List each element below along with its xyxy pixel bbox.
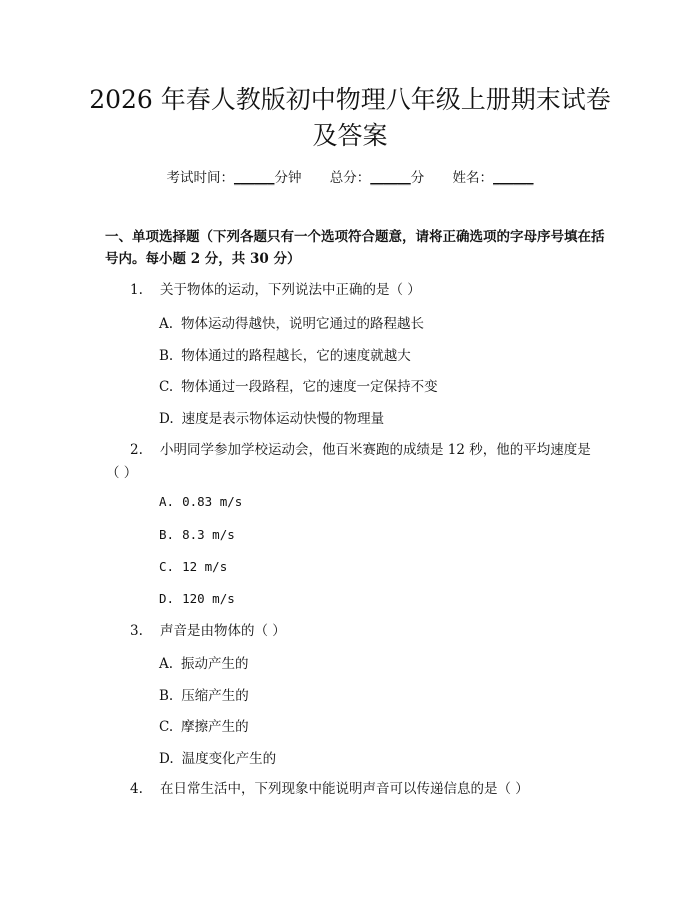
exam-time-label: 考试时间：: [166, 170, 234, 186]
option-text: 8.3 m/s: [182, 527, 235, 542]
question-2-option-b: [159, 525, 599, 545]
option-text: 120 m/s: [182, 591, 235, 606]
option-text: 温度变化产生的: [181, 751, 277, 767]
question-3-option-a: [159, 654, 599, 674]
question-4: [106, 778, 602, 801]
option-letter: C.: [159, 379, 174, 395]
question-3-option-c: [159, 717, 599, 737]
option-letter: C.: [159, 719, 174, 735]
document-title: 2026 年春人教版初中物理八年级上册期末试卷及答案: [89, 85, 611, 150]
question-text: 声音是由物体的（ ）: [160, 623, 286, 639]
section-heading: 一、单项选择题（下列各题只有一个选项符合题意，请将正确选项的字母序号填在括号内。每小题 2 分，共 30 分）: [105, 229, 605, 267]
total-score-unit: 分: [410, 170, 425, 186]
question-2-option-c: [159, 557, 599, 577]
question-2-option-d: [159, 589, 599, 609]
question-text: 小明同学参加学校运动会，他百米赛跑的成绩是 12 秒，他的平均速度是（ ）: [106, 442, 591, 481]
exam-meta-line: [0, 168, 700, 188]
student-name-blank: ______: [493, 170, 534, 186]
option-text: 0.83 m/s: [182, 494, 243, 509]
exam-time-unit: 分钟: [274, 170, 302, 186]
option-letter: A.: [159, 316, 174, 332]
option-text: 压缩产生的: [181, 688, 249, 704]
question-1: [106, 279, 602, 302]
question-1-option-c: [159, 377, 599, 397]
question-number: 3.: [130, 623, 143, 639]
question-3: [106, 620, 602, 643]
question-number: 2.: [130, 442, 143, 458]
option-letter: B.: [159, 527, 175, 542]
student-name-label: 姓名：: [452, 170, 494, 186]
question-text: 关于物体的运动，下列说法中正确的是（ ）: [160, 282, 421, 298]
question-2-option-a: [159, 492, 599, 512]
question-number: 1.: [130, 282, 143, 298]
option-text: 物体运动得越快，说明它通过的路程越长: [181, 316, 425, 332]
option-letter: A.: [159, 656, 174, 672]
question-2: [106, 439, 602, 485]
question-text: 在日常生活中，下列现象中能说明声音可以传递信息的是（ ）: [160, 781, 529, 797]
option-text: 振动产生的: [181, 656, 249, 672]
option-letter: B.: [159, 688, 174, 704]
option-letter: A.: [159, 494, 175, 509]
exam-time-blank: ______: [233, 170, 275, 186]
student-name-field: [453, 168, 534, 188]
option-text: 物体通过的路程越长，它的速度就越大: [181, 348, 411, 364]
option-text: 12 m/s: [182, 559, 228, 574]
total-score-field: [330, 168, 425, 188]
exam-time-field: [166, 168, 301, 188]
question-3-option-b: [159, 686, 599, 706]
question-1-option-a: [159, 314, 599, 334]
total-score-label: 总分：: [329, 170, 371, 186]
option-text: 物体通过一段路程，它的速度一定保持不变: [181, 379, 438, 395]
option-letter: D.: [159, 411, 174, 427]
option-letter: D.: [159, 591, 175, 606]
option-letter: C.: [159, 559, 175, 574]
option-text: 速度是表示物体运动快慢的物理量: [181, 411, 385, 427]
option-text: 摩擦产生的: [181, 719, 249, 735]
option-letter: B.: [159, 348, 174, 364]
total-score-blank: ______: [370, 170, 411, 186]
option-letter: D.: [159, 751, 174, 767]
question-3-option-d: [159, 749, 599, 769]
question-1-option-d: [159, 409, 599, 429]
question-1-option-b: [159, 346, 599, 366]
question-number: 4.: [130, 781, 143, 797]
